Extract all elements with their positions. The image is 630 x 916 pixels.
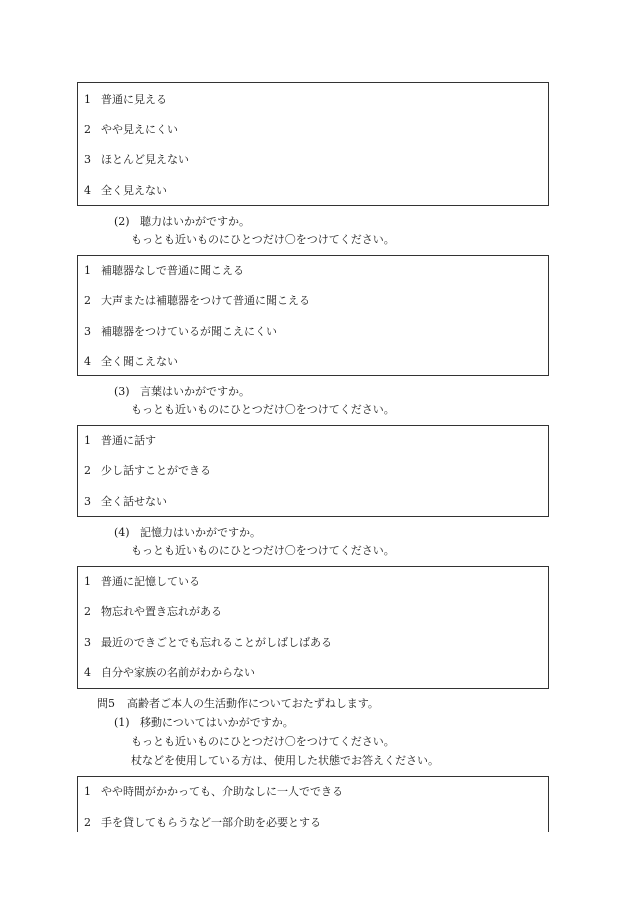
option-item: 3 補聴器をつけているが聞こえにくい bbox=[84, 325, 277, 338]
option-item: 1 やや時間がかかっても、介助なしに一人でできる bbox=[84, 785, 343, 798]
memory-instruction: もっとも近いものにひとつだけ〇をつけてください。 bbox=[131, 544, 395, 557]
q5-instruction: もっとも近いものにひとつだけ〇をつけてください。 bbox=[131, 735, 395, 748]
option-item: 3 最近のできごとでも忘れることがしばしばある bbox=[84, 636, 332, 649]
option-item: 1 補聴器なしで普通に聞こえる bbox=[84, 264, 244, 277]
vision-options-box bbox=[77, 82, 549, 206]
option-item: 2 少し話すことができる bbox=[84, 464, 211, 477]
option-item: 4 全く聞こえない bbox=[84, 355, 178, 368]
memory-question: (4) 記憶力はいかがですか。 bbox=[114, 526, 261, 539]
hearing-question: (2) 聴力はいかがですか。 bbox=[114, 215, 250, 228]
speech-question: (3) 言葉はいかがですか。 bbox=[114, 385, 250, 398]
option-item: 2 物忘れや置き忘れがある bbox=[84, 605, 222, 618]
q5-note: 杖などを使用している方は、使用した状態でお答えください。 bbox=[131, 754, 439, 767]
option-item: 1 普通に話す bbox=[84, 434, 156, 447]
q5-heading: 問5 高齢者ご本人の生活動作についておたずねします。 bbox=[97, 697, 379, 710]
memory-options-box bbox=[77, 566, 549, 689]
q5-sub-question: (1) 移動についてはいかがですか。 bbox=[114, 716, 294, 729]
speech-instruction: もっとも近いものにひとつだけ〇をつけてください。 bbox=[131, 403, 395, 416]
hearing-options-box bbox=[77, 255, 549, 376]
option-item: 2 手を貸してもらうなど一部介助を必要とする bbox=[84, 816, 321, 829]
option-item: 3 ほとんど見えない bbox=[84, 153, 189, 166]
option-item: 1 普通に見える bbox=[84, 93, 167, 106]
option-item: 4 自分や家族の名前がわからない bbox=[84, 666, 255, 679]
option-item: 2 大声または補聴器をつけて普通に聞こえる bbox=[84, 294, 310, 307]
hearing-instruction: もっとも近いものにひとつだけ〇をつけてください。 bbox=[131, 233, 395, 246]
option-item: 3 全く話せない bbox=[84, 495, 167, 508]
option-item: 2 やや見えにくい bbox=[84, 123, 178, 136]
q5-options-box bbox=[77, 776, 549, 832]
option-item: 1 普通に記憶している bbox=[84, 575, 200, 588]
speech-options-box bbox=[77, 425, 549, 517]
option-item: 4 全く見えない bbox=[84, 184, 167, 197]
